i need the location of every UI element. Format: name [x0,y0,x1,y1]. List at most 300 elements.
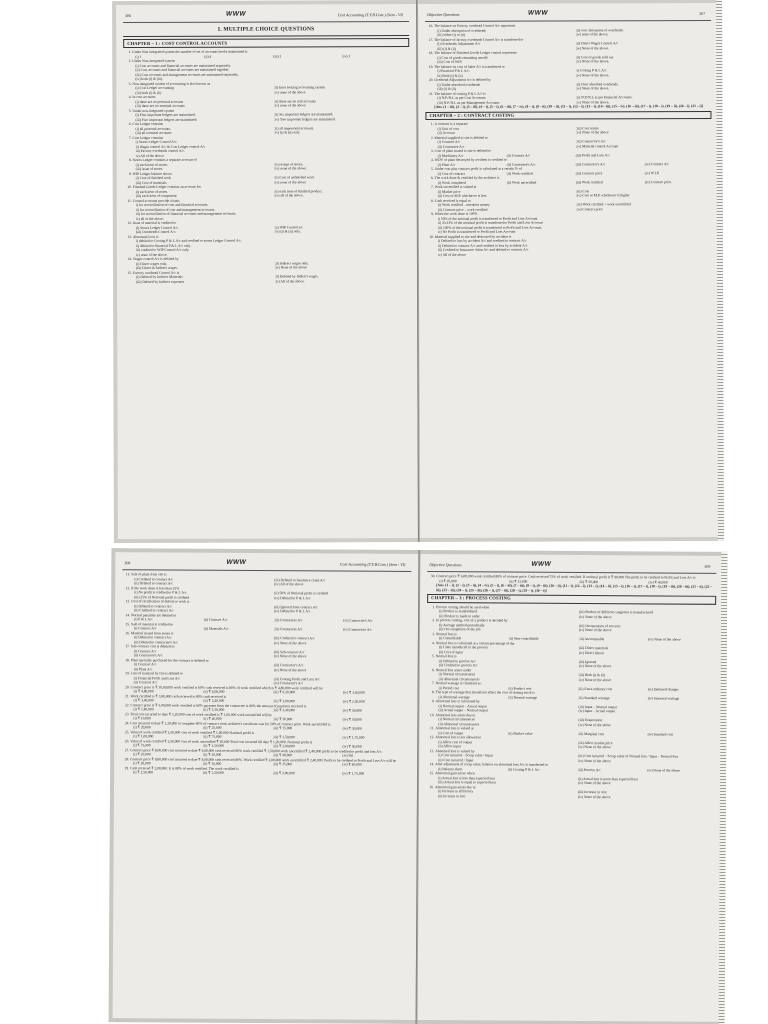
answer-option: (iv) Cost or M.P. whichever is higher [576,193,630,198]
question-number: 12. [429,735,435,740]
answer-option: (ii) Plant A/c [133,666,153,671]
answer-option: (iv) None of the above [578,677,612,682]
question-text: The work done & certified by the architect is [434,175,500,180]
answer-option: (iii) ₹ 20,000 [272,717,293,722]
question-text: In process costing, cost of a product is decided by [436,618,508,623]
running-header: Objective Questions [429,562,462,568]
answer-option: (i) Under absorbed overheads [437,82,480,87]
answer-option: (iv) Deferred charges [647,686,679,692]
answer-option: (i) Debited to contract A/c [134,603,172,608]
answer-option: (i) Normal circumstances [438,717,475,722]
question-number: 23. [124,711,130,716]
answer-option: (iii) Process A/c [577,767,601,772]
question-number: 5. [432,654,435,659]
question-text: Normal penalties are debited to [131,612,177,618]
answer-option: (iii) Ignored from contract A/c [274,604,318,609]
publisher-logo: WWW [531,560,552,568]
question-number: 12. [125,585,131,590]
answer-option: (i) each item of stores. [135,162,168,167]
answer-option: (iii) Contractor's A/c [273,663,304,668]
answer-option: (iii) Work certified [575,179,603,184]
publisher-logo: WWW [226,10,246,18]
answer-option: (iii) Cost of materials [135,180,167,185]
question-number: 12. [127,220,132,226]
answer-option: (i) Direct wages only. [135,261,168,266]
answer-option: (iii) Debited to Insurance claim A/c [274,577,326,582]
question-text: Normal loss is [435,631,457,636]
answer-option: (iv) None of the above [578,780,611,786]
question-list [426,574,716,800]
answer-option: (iv) None of the above. [575,72,610,77]
question-text: Abnormal loss is not allowed to [435,735,482,740]
answer-option: i) Debited to loss by accident A/c and credited to contract A/c [437,238,527,243]
question-number: 28. [124,756,130,761]
question-text: Abnormal loss arises due to [435,712,476,717]
question-number: 27. [124,747,130,752]
question-text: The type of wastage that should not affect the cost of closing stock is [435,690,535,695]
question-number: 10. [429,712,435,717]
question-text: Sub-contract cost is debited to [130,644,175,649]
answer-option: (iv) ₹ 1,75,000 [342,771,365,776]
answer-option: (iv) Contractor's A/c [343,618,373,623]
answer-option: (ii) Cost accounts and financial accounts are maintained together. [135,67,230,72]
answer-key: [Ans. (1 – i), (2 – i), (3 – ii), (4 – iv), (5 – i), (6 – iii), (7 – iii), (8 – i), (9 – iii), (10 – ii), (11 – i), (12 – i), (13 – i), (14 – ii), (15 – i), (16 – i), (17 – i), (18 – i), (19 – iii), (20 – iii), (21 – ii), (22 – iii), (23 – iii), (24 – i), (25 – iii), (26 – i), (27 – iii), (28 – i), (29 – i), (30 – i)] [436,583,713,593]
answer-option: (iii) (i) & (ii) [437,86,457,91]
answer-option: (iv) None of the above [578,722,611,727]
question-number: 8. [431,198,434,203]
answer-option: (ii) Contractee A/c [437,144,465,149]
question-text: Total cost incurred to date ₹ 1,20,000 cost of work certified is ₹ 1,00,000 work uncertified will be [130,711,272,717]
question-text: Contract price ₹ 6,00,000 work certified 80% of contract price. Cash received 75% of work certified. If notional profit is ₹ 90,000 The profit to be credited to Profit and Loss A/c is [436,574,696,580]
question-number: 14. [127,256,132,262]
answer-option: ii) Wages control A/c & Cost Ledger control A/c [135,144,206,149]
answer-options [124,139,410,158]
answer-option: (iv) Contract A/c [644,161,669,166]
question-text: Control accounts provide a basis [132,198,180,203]
answer-option: (iv) ₹ 50,000 [342,708,362,713]
publisher-logo: WWW [226,558,247,566]
question-text: Contract price ₹ 8,00,000 cost incurred to date ₹ 4,00,000 cash received 80%. Work certified ₹ 2,00,000 work uncertified ₹ 2,40,000. Profit to be credited to Profit and Loss A/c will be [130,756,397,763]
answer-option: (i) ₹ 75,000 [133,743,151,748]
answer-option: (ii) Contract A/c [203,617,228,622]
question-number: 2. [430,135,434,140]
answer-option: (ii) Actual loss is more than expected loss [578,776,639,781]
answer-option: (iii) Marginal cost [577,731,604,736]
answer-option: (iv) W.I.P. [644,170,660,175]
question-number: 4. [128,94,132,100]
answer-option: (iii) Direct & Indirect wages. [135,265,178,270]
answer-option: (iii) N.P./N.L as per Management Accounts [437,100,500,105]
answer-option: (ii) Work uncertified [506,180,537,185]
question-list [123,49,410,284]
answer-option: (iii) Ignored [578,659,597,664]
answer-option: (iv) Debited to P & L A/c [274,595,311,600]
answer-option: (i) Period cost [438,685,459,690]
answer-option: (iii) all nominal accounts [135,130,172,135]
question-text: Normal loss is calculated at a certain percentage of the [435,640,515,646]
answer-option: (iv) ₹ 1,75,000 [342,735,365,740]
answer-option: (i) Controllable [438,636,462,641]
answer-option: (iv) none of the above [274,179,306,185]
question-number: 11. [125,572,131,577]
answer-option: (iv) both (i) & (iii). [135,76,163,81]
answer-option: (ii) Over absorbed overheads. [575,81,619,86]
question-number: 3. [128,81,132,86]
answer-option: (iv) None of the above [579,614,612,619]
answer-option: (i) Plant A/c [437,162,456,167]
answer-option: (ii) Cost incurred / Input [438,757,474,762]
question-number: 11. [429,726,435,731]
question-number: 13. [125,599,131,604]
answer-option: (ii) ₹ 25,000 [203,725,222,730]
question-number: 7. [128,135,132,140]
answer-option: (i) ₹ 45,000 [439,578,457,583]
answer-option: (i) Machinery A/c [437,153,464,158]
answer-option: (iii) ₹ 50,000 [578,579,599,584]
answer-option: (i) Units introduced in the process [438,645,488,650]
question-number: 14. [429,762,435,767]
answer-option: (iii) 25% of Notional profit is credited [134,594,190,600]
question-text: Process costing should be used when [436,604,490,609]
page-309 [418,554,724,1022]
page-header [427,560,716,574]
question-number: 15. [429,771,435,776]
question-text: Value of work certified ₹ 2,50,000 cost of work certified ₹ 1,00,000 National profit is [130,729,255,735]
answer-options [124,274,410,284]
answer-option: (iii) both (i) & (ii) [135,90,162,95]
question-number: 2. [432,618,436,623]
running-header: Cost Accounting (T.Y.B.Com.) (Sem - VI) [339,561,406,567]
answer-option: (iii) Standard wastage [578,695,610,700]
answer-option: (iv) None of the above [577,794,611,799]
answer-option: (iii) Affect market price [578,740,613,745]
answer-option: (ii) Contractee's A/c [506,162,536,167]
answer-options [426,238,712,257]
answer-option: (ii) Indirect wages only. [274,260,309,266]
answer-option: (i) ₹ 4,80,000 [133,689,154,694]
answer-option: (iii) there are no nominal accounts [135,103,185,108]
question-text: The balance of costing P & L A/c is [434,91,486,96]
question-number: 5. [430,166,434,171]
question-text: Cost Ledger contains [132,121,164,126]
page-number: 306 [125,12,132,19]
answer-option: (iv) ₹ 40,000 [342,762,362,767]
answer-option: (i) Actual loss is less than expected loss [438,775,496,780]
answer-option: (ii) all impersonal accounts [273,125,314,131]
question-text: Under Non integrated system the number of set of accounts books maintained is [132,49,248,54]
answer-option: (i) Cost of output [438,730,464,735]
answer-option: (iii) issue of stores. [135,166,164,171]
answer-option: (i) Debited by Indirect Materials [136,274,183,279]
answer-option: (iv) None of the above [273,640,307,645]
question-number: 9. [431,211,434,216]
answer-option: (i) P & L A/c [134,617,153,622]
question-text: Under non-integrated system [132,108,175,113]
answer-option: (iii) ₹ 6,20,000 [273,690,296,695]
question-text: Contract price is ₹ 5,00,000 work certified is 60% payment from the contractee is 80% the amount of payment received is [130,702,307,708]
answer-option: iii) Both (i) & (ii) [437,73,463,78]
question-text: Value of work certified ₹ 2,50,000 cost of work uncertified ₹ 20,000 Total cost incurred till date ₹ 1,20,000. Notional profit is [130,738,313,744]
question-text: WDV of plant destroyed by accident is credited to [434,157,507,162]
answer-option: (iii) Contractees A/c [273,627,303,632]
answer-option: iv) All of the above. [135,153,165,158]
answer-option: (iv) None of the above. [575,59,610,64]
question-number: 1. [432,604,436,609]
answer-options [123,63,409,82]
answer-option: (iii) either (i) or (ii) [437,32,466,37]
running-header: Objective Questions [427,11,460,17]
answer-option: (iii) each item of component [135,193,177,198]
question-text: Sale of plant from site is [131,572,167,577]
answer-option: (ii) Abnormal circumstances [438,721,480,726]
answer-option: (iv) None of the above [578,627,612,633]
answer-option: (ii) over absorption of overheads. [575,27,624,32]
answer-option: (iv) none of the above [273,89,306,95]
answer-option: (ii) 50% of Notional profit is credited [274,591,329,596]
answer-option: (iv) ₹ 3,60,000 [342,690,365,695]
answer-option: (ii) Increase in loss [437,793,466,798]
question-text: Work uncertified is valued at [434,184,477,189]
question-number: 4. [430,157,434,162]
answer-option: (iv) (i) & (ii) only [274,130,300,135]
answer-option: i) 50% of the notional profit is transferred to Profit and Loss Account [437,216,538,221]
answer-option: (i) Debited to contract A/c [133,635,172,640]
question-number: 21. [428,91,434,96]
question-number: 26. [124,738,130,743]
answer-option: (ii) ₹ 30,000 [202,752,222,757]
answer-option: (iii) ₹ 40,000 [272,753,293,758]
question-number: 4. [432,640,435,645]
question-text: If the work done is less than 25% [131,585,180,591]
answer-option: iv) No Profit is transferred to Profit and Loss Account [437,229,516,234]
page-number: 308 [124,560,131,566]
answer-option: (ii) there are no real accounts [273,98,316,104]
page-306 [116,4,418,539]
answer-option: (iv) All of the above. [274,278,305,284]
answer-option: (ii) Abnormal circumstances [438,676,480,681]
answer-option: (iv) None of the above [273,667,307,672]
answer-option: (i) Contract A/c [133,648,157,653]
question-number: 1. [430,121,434,126]
answer-option: (i) each item of stores. [135,189,168,194]
question-text: Abnormal gain arises when [435,771,475,776]
answer-option: (i) there are no personal accounts [135,99,184,104]
question-number: 7. [430,184,434,189]
question-number: 21. [125,693,130,698]
answer-option: i) for reconciliation of cost and financial accounts. [135,202,209,207]
answer-option: (iii) Five important ledgers are maintained. [135,117,198,122]
answer-option: (iii) ₹ 2,00,000 [273,699,296,704]
question-text: Normal loss arises under [435,667,472,672]
answer-option: (iii) ₹ 2,00,000 [272,771,295,776]
answer-option: (i) Credited to contract A/c [134,576,173,581]
answer-option: (ii) Work certified [506,171,533,176]
answer-option: (i) Contract A/c [133,626,157,631]
answer-option: (i) Affect cost of output [438,739,473,744]
answer-option: (ii) Materials A/c [203,626,229,631]
question-text: Material supplied to site and destroyed by accident is [434,234,512,239]
answer-option: (ii) Contractee's A/c [133,653,163,658]
answer-option: (ii) Actual output – Normal output [438,708,488,713]
question-number: 19. [125,671,130,676]
answer-option: (ii) Product is made to order [439,613,480,618]
page-header [123,10,409,23]
question-text: Loss of material by fire is debited to [130,671,183,676]
question-text: Wages control A/c is debited by [132,256,179,261]
question-number: 16. [125,630,130,635]
answer-option: (iii) Contractees A/c [273,618,303,623]
answer-option: (iii) ₹ 2,00,000 [272,744,295,749]
question-number: 6. [430,175,434,180]
question-text: Sale of material is credited to [130,621,174,627]
answer-option: iii) Credited to Insurance claim A/c and debited to contract A/c [437,247,529,252]
answer-option: (iii) Overheads Control A/c. [135,229,177,234]
question-text: The balance of factory overheads Control A/c is transferred to [434,37,524,42]
question-text: Abnormal Loss is [132,234,159,239]
answer-option: (i) Stores Ledger Control A/c. [135,225,179,230]
question-number: 8. [431,690,435,695]
answer-option: (iii) Costing Profit and Loss A/c [273,676,320,681]
answer-option: (iv) Direct labour [578,650,604,655]
answer-option: (ii) ₹ 16,000 [202,761,222,766]
question-text: Abnormal loss is valued at [435,726,474,731]
page-number: 309 [704,563,711,569]
answer-option: (i) Normal circumstances [438,672,476,677]
answer-option: (iv) 3 [342,53,351,58]
answer-option: iii) 100% of the notional profit is transferred to Profit and Loss Account. [437,225,543,230]
answer-option: (iv) None of the above [274,265,308,270]
answer-option: (ii) Cost of input [438,649,463,654]
answer-option: (iii) ₹ 2,40,000 [272,708,296,713]
answer-option: (i) ₹ 1,40,000 [133,707,154,712]
question-number: 3. [430,148,434,153]
question-number: 25. [124,729,130,734]
question-number: 3. [432,631,435,636]
answer-option: (iv) Contract price [644,179,672,184]
answer-option: (ii) Debited to contract A/c [134,581,173,586]
question-number: 17. [428,37,434,42]
answer-option: (iv) Debited to P & L A/c [274,609,311,614]
question-text: The balance of Finished Goods Ledger control represents [434,50,517,55]
answer-option: (i) Abnormal wastage [438,694,470,699]
answer-option: i) debited to Costing P & L A/c and credited to stores Ledger Control A/c. [135,238,242,243]
answer-option: (iv) none of the above [273,103,306,108]
answer-option: (ii) Contract price – work certified [437,207,488,212]
answer-option: (iii) Both (i) & (ii) [578,672,606,678]
question-text: Normal loss is [435,654,457,659]
question-number: 29. [124,765,130,770]
answer-option: (iii) Profit and Loss A/c [575,152,610,157]
answer-option: (ii) WIP Control a/c [274,224,304,230]
answer-option: (ii) ₹ 6,00,000 [203,689,225,694]
answer-option: (ii) Inter locking accounting system [273,85,326,90]
answer-option: (iv) All of the above [274,582,304,587]
answer-option: (i) Cost Ledger accounting [135,85,174,90]
part-heading: I. MULTIPLE CHOICE QUESTIONS [217,26,315,33]
answer-option: (i) Increase in efficiency [437,789,474,794]
answer-option: (ii) Cost of goods sold out [575,54,614,59]
answer-option: (ii) Cost of unfinished work [274,175,315,180]
answer-option: (iv) Input – Actual output [578,708,616,714]
question-text: Cost incurred to date ₹ 1,20,000 to complete 60% of contract work architect's certificate was for 50% of contract price. Work uncertified is [130,720,331,726]
question-number: 16. [428,23,434,28]
answer-option: (iv) ₹ 50,000 [342,744,362,749]
answer-option: (iv) None of the above. [575,86,610,91]
question-text: Stores Ledger contains a separate account of [132,157,197,162]
question-number: 8. [128,157,132,163]
answer-option: (ii) On completion of the job [438,627,481,632]
answer-option: (iii) ₹ 35,000 [272,762,293,767]
question-number: 15. [125,621,131,626]
question-list [121,572,411,776]
question-number: 9. [128,171,132,176]
answer-option: (iii) Contractor's A/c [576,139,606,144]
question-number: 9. [431,699,435,704]
answer-option: iii) for reconciliation of financial accounts and management accounts. [135,211,237,216]
question-number: 5. [128,108,132,113]
answer-option: (i) Debited to process A/c [438,658,476,663]
answer-option: (ii) Normal wastage [508,695,538,700]
question-number: 13. [127,234,132,239]
question-number: 20. [125,684,130,689]
answer-option: (i) Cost of finished work [135,175,172,180]
question-number: 10. [127,184,132,190]
answer-option: (iv) Contract price [576,206,603,211]
question-number: 10. [429,234,434,239]
answer-option: (ii) Market value [508,731,533,736]
answer-option: (i) Work certified – retention money [437,202,490,207]
question-number: 19. [428,64,434,69]
question-text: Cost of rectification of defective work is [131,599,190,604]
answer-option: iii) Factory overheads control A/c. [135,148,185,153]
answer-option: (iv) Contractee's A/c [273,681,304,686]
answer-option: (iii) ₹ 1,50,000 [272,735,295,740]
answer-option: ii) debited to financial P & L A/c only. [135,243,192,248]
page-header [425,9,711,22]
answer-option: (ii) Debited to contractee's A/c [133,639,178,645]
answer-option: (iii) Cost [576,188,590,193]
answer-option: (ii) Cost or M.P. whichever is less [437,193,487,198]
question-text: Work certified is ₹ 3,00,000 cash received is 80% cash received is [130,693,227,699]
answer-option: (iii) Sub-contract A/c [273,649,305,654]
answer-option: (i) Contract A/c [133,662,157,667]
answer-option: (i) Average method periodically [438,622,485,627]
book-spread-top [112,0,724,543]
question-number: 16. [429,784,435,789]
answer-option: (ii) ₹ 1,50,000 [202,743,225,748]
question-text: The balance on cost of Sales A/c is transferred to [434,64,505,69]
question-number: 11. [127,198,132,203]
answer-option: (ii) Contract A/c [506,153,531,158]
answer-option: (iv) ₹ 40,000 [648,579,668,585]
answer-option: (iv) None of the above [578,758,611,763]
question-text: A contract is a separate [434,121,468,126]
answer-option: (ii) Costing P & L A/c [507,767,540,772]
question-text: Under cost plus contract profit is calculated at a certain % of [434,166,522,171]
answer-option: (i) Market price [437,189,461,194]
question-text: Contract price ₹ 8,00,000 cost incurred to date ₹ 4,00,000 cash received 80% work certified ₹ 1,50,000 work uncertified ₹ 2,40,000 profit to be credited to profit and loss A/c. [130,747,383,754]
answer-option: (i) ₹ 20,000 [133,752,151,757]
answer-option: (iii) Cost of WIP. [437,59,462,64]
answer-option: (ii) Product cost [508,686,532,691]
answer-options [124,202,410,221]
answer-option: (iii) On operation of services [578,623,621,628]
question-text: Cash received ₹ 2,00,000. It is 80% of work certified. The work certified is [130,765,239,771]
question-text: Under Non-integrated system [132,58,175,63]
answer-option: (ii) N.P./N.L as per Financial Accounts. [575,95,633,100]
page-header [122,558,411,572]
book-spread-bottom [109,548,728,1024]
